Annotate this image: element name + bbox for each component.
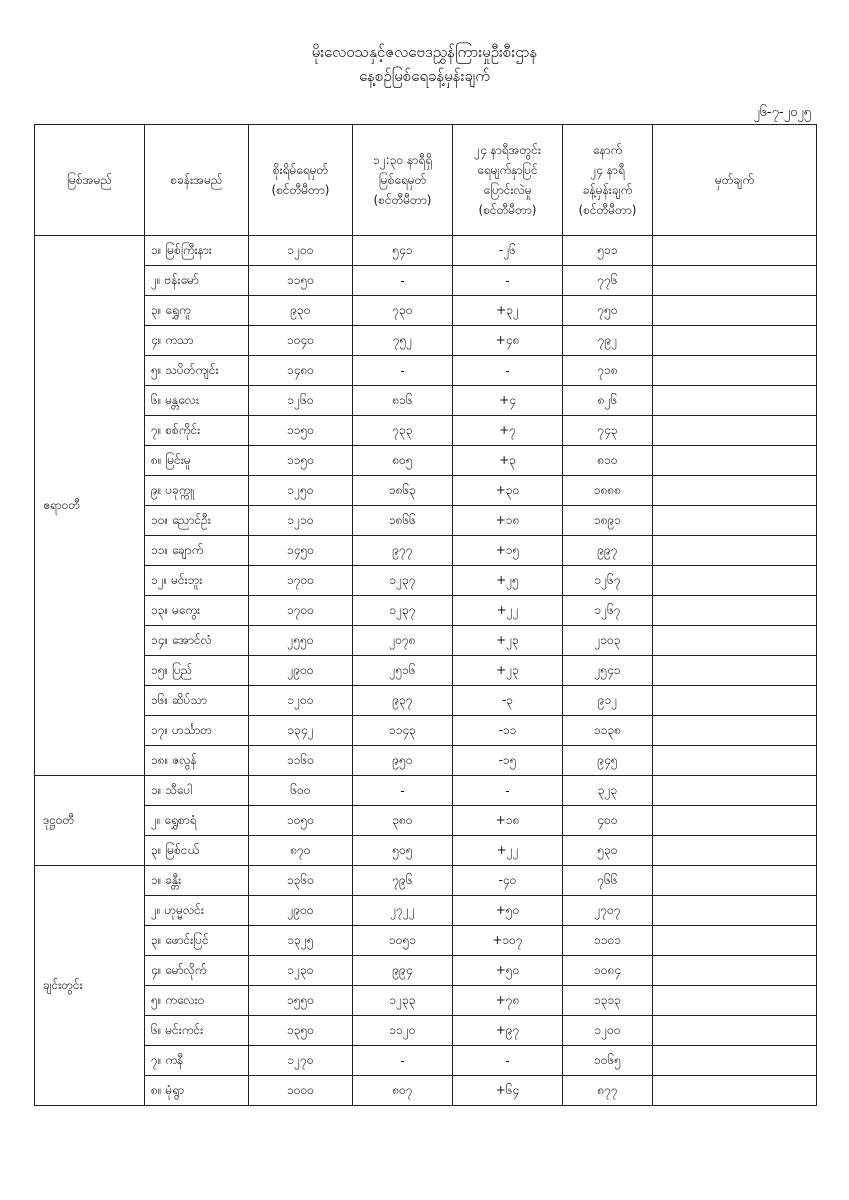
danger-level-cell: ၁၁၅၀: [249, 416, 353, 446]
change-cell: -: [453, 1046, 563, 1076]
remarks-cell: [653, 686, 817, 716]
remarks-cell: [653, 896, 817, 926]
danger-level-cell: ၁၇၀၀: [249, 596, 353, 626]
forecast-cell: ၁၀၈၄: [563, 956, 653, 986]
station-name-cell: ၂။ ဟုမ္မလင်း: [145, 896, 249, 926]
danger-level-cell: ၁၃၄၂: [249, 716, 353, 746]
table-row: [35, 926, 817, 956]
current-level-cell: ၁၂၃၇: [353, 566, 453, 596]
forecast-cell: ၁၂၆၇: [563, 596, 653, 626]
change-cell: +၁၀၇: [453, 926, 563, 956]
header-remarks: မှတ်ချက်: [653, 125, 817, 236]
forecast-cell: ၇၁၈: [563, 356, 653, 386]
danger-level-cell: ၂၅၅၀: [249, 626, 353, 656]
current-level-cell: ၂၀၇၈: [353, 626, 453, 656]
change-cell: +၆၄: [453, 1076, 563, 1106]
change-cell: -၂၆: [453, 236, 563, 266]
danger-level-cell: ၁၁၅၀: [249, 446, 353, 476]
station-name-cell: ၁၆။ ဆိပ်သာ: [145, 686, 249, 716]
forecast-cell: ၁၂၀၀: [563, 1016, 653, 1046]
remarks-cell: [653, 596, 817, 626]
change-cell: +၇၈: [453, 986, 563, 1016]
current-level-cell: ၁၈၆၃: [353, 476, 453, 506]
table-row: [35, 896, 817, 926]
forecast-cell: ၂၁၀၃: [563, 626, 653, 656]
table-row: [35, 956, 817, 986]
remarks-cell: [653, 926, 817, 956]
table-row: [35, 476, 817, 506]
current-level-cell: ၇၃၀: [353, 296, 453, 326]
station-name-cell: ၁၁။ ချောက်: [145, 536, 249, 566]
table-row: [35, 626, 817, 656]
station-name-cell: ၆။ မန္တလေး: [145, 386, 249, 416]
current-level-cell: ၈၁၆: [353, 386, 453, 416]
station-name-cell: ၁။ သီပေါ: [145, 776, 249, 806]
station-name-cell: ၅။ ကလေးဝ: [145, 986, 249, 1016]
remarks-cell: [653, 776, 817, 806]
danger-level-cell: ၁၂၇၀: [249, 1046, 353, 1076]
forecast-cell: ၁၂၆၇: [563, 566, 653, 596]
station-name-cell: ၁၀။ ညောင်ဦး: [145, 506, 249, 536]
forecast-cell: ၁၁၀၁: [563, 926, 653, 956]
danger-level-cell: ၁၀၅၀: [249, 806, 353, 836]
table-row: [35, 596, 817, 626]
remarks-cell: [653, 986, 817, 1016]
change-cell: -: [453, 356, 563, 386]
current-level-cell: ၇၃၃: [353, 416, 453, 446]
station-name-cell: ၁။ ခန္တီး: [145, 866, 249, 896]
remarks-cell: [653, 626, 817, 656]
remarks-cell: [653, 1076, 817, 1106]
forecast-cell: ၂၅၄၁: [563, 656, 653, 686]
forecast-cell: ၉၉၇: [563, 536, 653, 566]
current-level-cell: ၉၉၄: [353, 956, 453, 986]
table-row: [35, 986, 817, 1016]
remarks-cell: [653, 236, 817, 266]
current-level-cell: ၅၄၁: [353, 236, 453, 266]
header-change: ၂၄ နာရီအတွင်း ရေမျက်နှာပြင် ပြောင်းလဲမှု (စင်တီမီတာ): [453, 125, 563, 236]
station-name-cell: ၄။ ကသာ: [145, 326, 249, 356]
remarks-cell: [653, 566, 817, 596]
current-level-cell: ၁၁၂၀: [353, 1016, 453, 1046]
table-row: [35, 236, 817, 266]
table-row: [35, 446, 817, 476]
station-name-cell: ၁။ မြစ်ကြီးနား: [145, 236, 249, 266]
danger-level-cell: ၁၇၀၀: [249, 566, 353, 596]
current-level-cell: -: [353, 266, 453, 296]
danger-level-cell: ၁၂၀၀: [249, 236, 353, 266]
change-cell: +၂၅: [453, 566, 563, 596]
current-level-cell: -: [353, 776, 453, 806]
danger-level-cell: ၆၀၀: [249, 776, 353, 806]
remarks-cell: [653, 716, 817, 746]
danger-level-cell: ၁၃၆၀: [249, 866, 353, 896]
current-level-cell: ၈၀၅: [353, 446, 453, 476]
current-level-cell: ၁၂၃၇: [353, 596, 453, 626]
danger-level-cell: ၁၃၅၀: [249, 1016, 353, 1046]
table-row: [35, 416, 817, 446]
table-header-row: [35, 125, 817, 236]
station-name-cell: ၇။ စစ်ကိုင်း: [145, 416, 249, 446]
change-cell: +၃၂: [453, 296, 563, 326]
table-row: [35, 806, 817, 836]
current-level-cell: ၂၅၁၆: [353, 656, 453, 686]
station-name-cell: ၈။ မုံရွာ: [145, 1076, 249, 1106]
table-row: [35, 296, 817, 326]
forecast-cell: ၈၇၇: [563, 1076, 653, 1106]
danger-level-cell: ၂၉၀၀: [249, 896, 353, 926]
forecast-cell: ၂၇၀၇: [563, 896, 653, 926]
station-name-cell: ၁၇။ ဟင်္သာတ: [145, 716, 249, 746]
station-name-cell: ၁၂။ မင်းဘူး: [145, 566, 249, 596]
station-name-cell: ၉။ ပခုက္ကူ: [145, 476, 249, 506]
river-name-cell: ဧရာဝတီ: [35, 236, 145, 776]
current-level-cell: ၂၇၂၂: [353, 896, 453, 926]
table-row: [35, 866, 817, 896]
station-name-cell: ၄။ မော်လိုက်: [145, 956, 249, 986]
remarks-cell: [653, 866, 817, 896]
remarks-cell: [653, 326, 817, 356]
danger-level-cell: ၁၀၀၀: [249, 1076, 353, 1106]
station-name-cell: ၂။ ဗန်းမော်: [145, 266, 249, 296]
danger-level-cell: ၁၁၅၀: [249, 266, 353, 296]
change-cell: +၂၃: [453, 656, 563, 686]
station-name-cell: ၂။ ရွှေစာရံ: [145, 806, 249, 836]
remarks-cell: [653, 296, 817, 326]
current-level-cell: -: [353, 1046, 453, 1076]
danger-level-cell: ၈၇၀: [249, 836, 353, 866]
danger-level-cell: ၁၂၃၀: [249, 956, 353, 986]
table-row: [35, 1076, 817, 1106]
change-cell: +၁၈: [453, 806, 563, 836]
change-cell: -၁၁: [453, 716, 563, 746]
change-cell: -: [453, 776, 563, 806]
remarks-cell: [653, 656, 817, 686]
header-forecast: နောက် ၂၄ နာရီ ခန့်မှန်းချက် (စင်တီမီတာ): [563, 125, 653, 236]
danger-level-cell: ၉၃၀: [249, 296, 353, 326]
table-row: [35, 536, 817, 566]
danger-level-cell: ၁၀၄၀: [249, 326, 353, 356]
remarks-cell: [653, 836, 817, 866]
remarks-cell: [653, 266, 817, 296]
change-cell: -: [453, 266, 563, 296]
table-row: [35, 746, 817, 776]
current-level-cell: ၈၀၇: [353, 1076, 453, 1106]
forecast-table: [34, 124, 817, 1106]
header-danger-level: စိုးရိမ်ရေမှတ် (စင်တီမီတာ): [249, 125, 353, 236]
danger-level-cell: ၁၄၅၀: [249, 536, 353, 566]
danger-level-cell: ၂၉၀၀: [249, 656, 353, 686]
current-level-cell: ၁၂၃၃: [353, 986, 453, 1016]
table-body: [35, 236, 817, 1106]
forecast-cell: ၁၃၁၃: [563, 986, 653, 1016]
danger-level-cell: ၁၂၆၀: [249, 386, 353, 416]
remarks-cell: [653, 806, 817, 836]
table-row: [35, 1046, 817, 1076]
station-name-cell: ၅။ သပိတ်ကျင်း: [145, 356, 249, 386]
header-current-level: ၁၂:၃၀ နာရီရှိ မြစ်ရေမှတ် (စင်တီမီတာ): [353, 125, 453, 236]
change-cell: -၄၀: [453, 866, 563, 896]
current-level-cell: ၉၅၀: [353, 746, 453, 776]
report-date: ၂၆-၇-၂၀၂၅: [753, 105, 811, 120]
table-row: [35, 686, 817, 716]
table-row: [35, 836, 817, 866]
remarks-cell: [653, 746, 817, 776]
station-name-cell: ၃။ မြစ်ငယ်: [145, 836, 249, 866]
change-cell: +၄၈: [453, 326, 563, 356]
current-level-cell: ၁၁၄၃: [353, 716, 453, 746]
danger-level-cell: ၁၃၂၅: [249, 926, 353, 956]
forecast-cell: ၈၁၀: [563, 446, 653, 476]
remarks-cell: [653, 1046, 817, 1076]
change-cell: +၁၅: [453, 536, 563, 566]
header-station: စခန်းအမည်: [145, 125, 249, 236]
remarks-cell: [653, 1016, 817, 1046]
forecast-cell: ၇၄၃: [563, 416, 653, 446]
forecast-cell: ၉၁၂: [563, 686, 653, 716]
remarks-cell: [653, 956, 817, 986]
remarks-cell: [653, 356, 817, 386]
change-cell: +၃: [453, 446, 563, 476]
remarks-cell: [653, 506, 817, 536]
station-name-cell: ၁၃။ မကွေး: [145, 596, 249, 626]
remarks-cell: [653, 536, 817, 566]
table-row: [35, 266, 817, 296]
current-level-cell: -: [353, 356, 453, 386]
current-level-cell: ၁၀၅၁: [353, 926, 453, 956]
forecast-cell: ၁၈၉၁: [563, 506, 653, 536]
table-row: [35, 776, 817, 806]
forecast-cell: ၅၁၁: [563, 236, 653, 266]
forecast-cell: ၇၉၂: [563, 326, 653, 356]
change-cell: +၂၂: [453, 836, 563, 866]
change-cell: +၇: [453, 416, 563, 446]
forecast-cell: ၁၁၃၈: [563, 716, 653, 746]
change-cell: +၃၀: [453, 476, 563, 506]
table-row: [35, 386, 817, 416]
forecast-cell: ၇၇၆: [563, 266, 653, 296]
danger-level-cell: ၁၂၁၀: [249, 506, 353, 536]
station-name-cell: ၁၈။ ဇလွန်: [145, 746, 249, 776]
table-row: [35, 506, 817, 536]
forecast-cell: ၄၀၀: [563, 806, 653, 836]
change-cell: -၃: [453, 686, 563, 716]
river-name-cell: ဒုဋ္ဌဝတီ: [35, 776, 145, 866]
current-level-cell: ၃၈၀: [353, 806, 453, 836]
forecast-cell: ၁၈၈၈: [563, 476, 653, 506]
current-level-cell: ၇၅၂: [353, 326, 453, 356]
current-level-cell: ၉၇၇: [353, 536, 453, 566]
forecast-cell: ၇၅၀: [563, 296, 653, 326]
change-cell: +၂၂: [453, 596, 563, 626]
forecast-cell: ၁၀၆၅: [563, 1046, 653, 1076]
remarks-cell: [653, 476, 817, 506]
danger-level-cell: ၁၅၅၀: [249, 986, 353, 1016]
change-cell: +၄: [453, 386, 563, 416]
change-cell: +၅၀: [453, 956, 563, 986]
forecast-cell: ၈၂၆: [563, 386, 653, 416]
current-level-cell: ၇၉၆: [353, 866, 453, 896]
table-row: [35, 1016, 817, 1046]
document-subtitle: နေ့စဉ်မြစ်ရေခန့်မှန်းချက်: [359, 67, 490, 85]
river-name-cell: ချင်းတွင်း: [35, 866, 145, 1106]
table-row: [35, 716, 817, 746]
danger-level-cell: ၁၂၀၀: [249, 686, 353, 716]
remarks-cell: [653, 446, 817, 476]
table-row: [35, 656, 817, 686]
danger-level-cell: ၁၄၈၀: [249, 356, 353, 386]
station-name-cell: ၁၄။ အောင်လံ: [145, 626, 249, 656]
station-name-cell: ၇။ ကနီ: [145, 1046, 249, 1076]
current-level-cell: ၉၃၇: [353, 686, 453, 716]
station-name-cell: ၃။ ရွှေကူ: [145, 296, 249, 326]
forecast-cell: ၉၄၅: [563, 746, 653, 776]
change-cell: +၅၀: [453, 896, 563, 926]
danger-level-cell: ၁၁၆၀: [249, 746, 353, 776]
current-level-cell: ၅၀၅: [353, 836, 453, 866]
forecast-cell: ၅၃၀: [563, 836, 653, 866]
table-row: [35, 566, 817, 596]
station-name-cell: ၆။ မင်းကင်း: [145, 1016, 249, 1046]
remarks-cell: [653, 386, 817, 416]
change-cell: +၉၇: [453, 1016, 563, 1046]
station-name-cell: ၈။ မြင်းမူ: [145, 446, 249, 476]
forecast-cell: ၃၂၃: [563, 776, 653, 806]
change-cell: -၁၅: [453, 746, 563, 776]
change-cell: +၁၈: [453, 506, 563, 536]
danger-level-cell: ၁၂၅၀: [249, 476, 353, 506]
document-title: မိုးလေဝသနှင့်ဇလဗေဒညွှန်ကြားမှုဦးစီးဌာန: [311, 43, 538, 61]
forecast-cell: ၇၆၆: [563, 866, 653, 896]
station-name-cell: ၃။ ဖောင်းပြင်: [145, 926, 249, 956]
header-river: မြစ်အမည်: [35, 125, 145, 236]
current-level-cell: ၁၈၆၆: [353, 506, 453, 536]
station-name-cell: ၁၅။ ပြည်: [145, 656, 249, 686]
table-row: [35, 356, 817, 386]
remarks-cell: [653, 416, 817, 446]
change-cell: +၂၃: [453, 626, 563, 656]
table-row: [35, 326, 817, 356]
